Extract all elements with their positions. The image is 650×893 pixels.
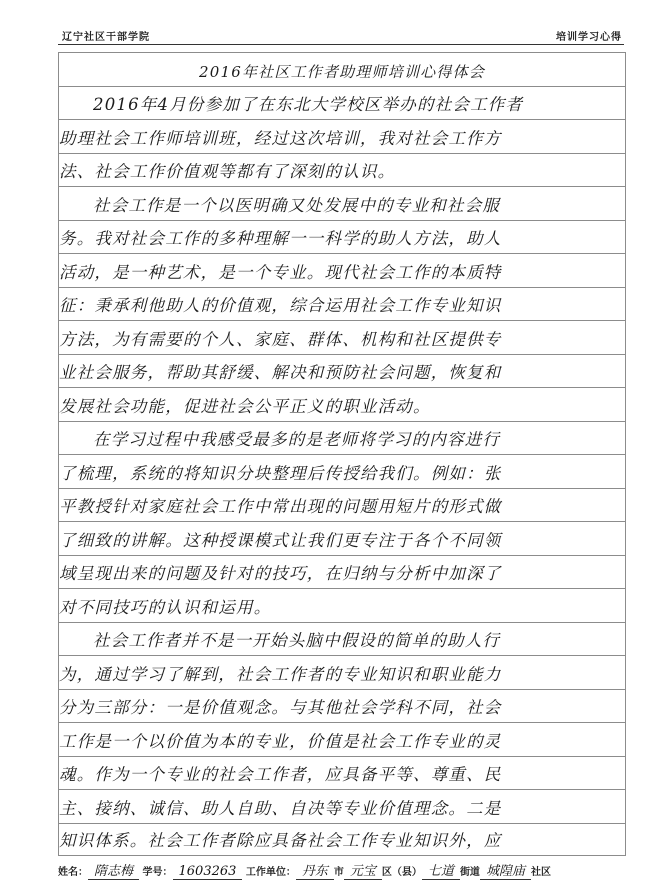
handwritten-line: 对不同技巧的认识和运用。 <box>59 597 272 617</box>
handwritten-line: 务。我对社会工作的多种理解一一科学的助人方法，助人 <box>59 229 502 248</box>
handwritten-line: 域呈现出来的问题及针对的技巧，在归纳与分析中加深了 <box>59 564 502 583</box>
ruled-line <box>59 354 625 388</box>
footer-info <box>58 860 628 880</box>
district-suffix: 区（县） <box>381 867 422 878</box>
ruled-line <box>59 521 625 555</box>
community-value: 城隍庙 <box>480 860 531 880</box>
ruled-line <box>59 756 625 790</box>
handwritten-line: 法、社会工作价值观等都有了深刻的认识。 <box>59 162 396 181</box>
handwritten-line: 方法，为有需要的个人、家庭、群体、机构和社区提供专 <box>59 329 502 349</box>
city-value: 丹东 <box>296 860 334 880</box>
ruled-line <box>59 588 625 622</box>
ruled-line <box>59 320 625 354</box>
ruled-line <box>59 622 625 656</box>
name-value: 隋志梅 <box>88 860 139 880</box>
ruled-line <box>59 789 625 823</box>
district-value: 元宝 <box>344 860 382 880</box>
ruled-line <box>59 287 625 321</box>
ruled-line <box>59 186 625 220</box>
handwritten-line: 征：秉承利他助人的价值观，综合运用社会工作专业知识 <box>59 296 502 315</box>
handwritten-line: 了细致的讲解。这种授课模式让我们更专注于各个不同领 <box>59 530 502 550</box>
ruled-line <box>59 689 625 723</box>
street-suffix: 街道 <box>459 867 480 878</box>
street-value: 七道 <box>422 860 460 880</box>
document-type: 培训学习心得 <box>556 32 622 43</box>
handwritten-line: 业社会服务，帮助其舒缓、解决和预防社会问题，恢复和 <box>59 363 502 382</box>
ruled-line <box>59 421 625 455</box>
ruled-line <box>59 823 625 857</box>
ruled-line <box>59 655 625 689</box>
city-suffix: 市 <box>333 867 344 878</box>
handwritten-line: 主、接纳、诚信、助人自助、自决等专业价值理念。二是 <box>59 798 502 818</box>
ruled-line <box>59 220 625 254</box>
ruled-line <box>59 52 625 86</box>
name-label: 姓名： <box>58 867 88 878</box>
header-rule <box>58 44 624 45</box>
handwritten-line: 2016年4月份参加了在东北大学校区举办的社会工作者 <box>93 95 524 114</box>
ruled-line <box>59 119 625 153</box>
handwritten-line: 知识体系。社会工作者除应具备社会工作专业知识外，应 <box>59 831 502 850</box>
ruled-line <box>59 387 625 421</box>
ruled-line <box>59 86 625 120</box>
ruled-line <box>59 253 625 287</box>
ruled-writing-area <box>58 52 626 856</box>
handwritten-line: 活动，是一种艺术，是一个专业。现代社会工作的本质特 <box>59 262 502 282</box>
handwritten-line: 工作是一个以价值为本的专业，价值是社会工作专业的灵 <box>59 731 502 751</box>
handwritten-line: 平教授针对家庭社会工作中常出现的问题用短片的形式做 <box>59 497 502 516</box>
handwritten-line: 为，通过学习了解到，社会工作者的专业知识和职业能力 <box>59 664 502 684</box>
unit-label: 工作单位： <box>245 867 296 878</box>
ruled-line <box>59 454 625 488</box>
handwritten-line: 魂。作为一个专业的社会工作者，应具备平等、尊重、民 <box>59 765 502 784</box>
institution-name: 辽宁社区干部学院 <box>62 32 150 43</box>
ruled-line <box>59 555 625 589</box>
ruled-line <box>59 153 625 187</box>
handwritten-line: 分为三部分：一是价值观念。与其他社会学科不同，社会 <box>59 698 502 717</box>
id-value: 1603263 <box>173 864 243 880</box>
id-label: 学号： <box>142 867 173 878</box>
community-suffix: 社区 <box>530 867 551 878</box>
ruled-line <box>59 722 625 756</box>
essay-title: 2016年社区工作者助理师培训心得体会 <box>199 62 485 81</box>
handwritten-line: 助理社会工作师培训班，经过这次培训，我对社会工作方 <box>59 128 502 148</box>
handwritten-line: 了梳理，系统的将知识分块整理后传授给我们。例如：张 <box>59 463 502 483</box>
ruled-line <box>59 488 625 522</box>
handwritten-line: 社会工作者并不是一开始头脑中假设的简单的助人行 <box>93 631 501 650</box>
handwritten-line: 社会工作是一个以医明确又处发展中的专业和社会服 <box>93 195 501 215</box>
handwritten-line: 在学习过程中我感受最多的是老师将学习的内容进行 <box>93 430 501 449</box>
handwritten-line: 发展社会功能，促进社会公平正义的职业活动。 <box>59 396 431 416</box>
